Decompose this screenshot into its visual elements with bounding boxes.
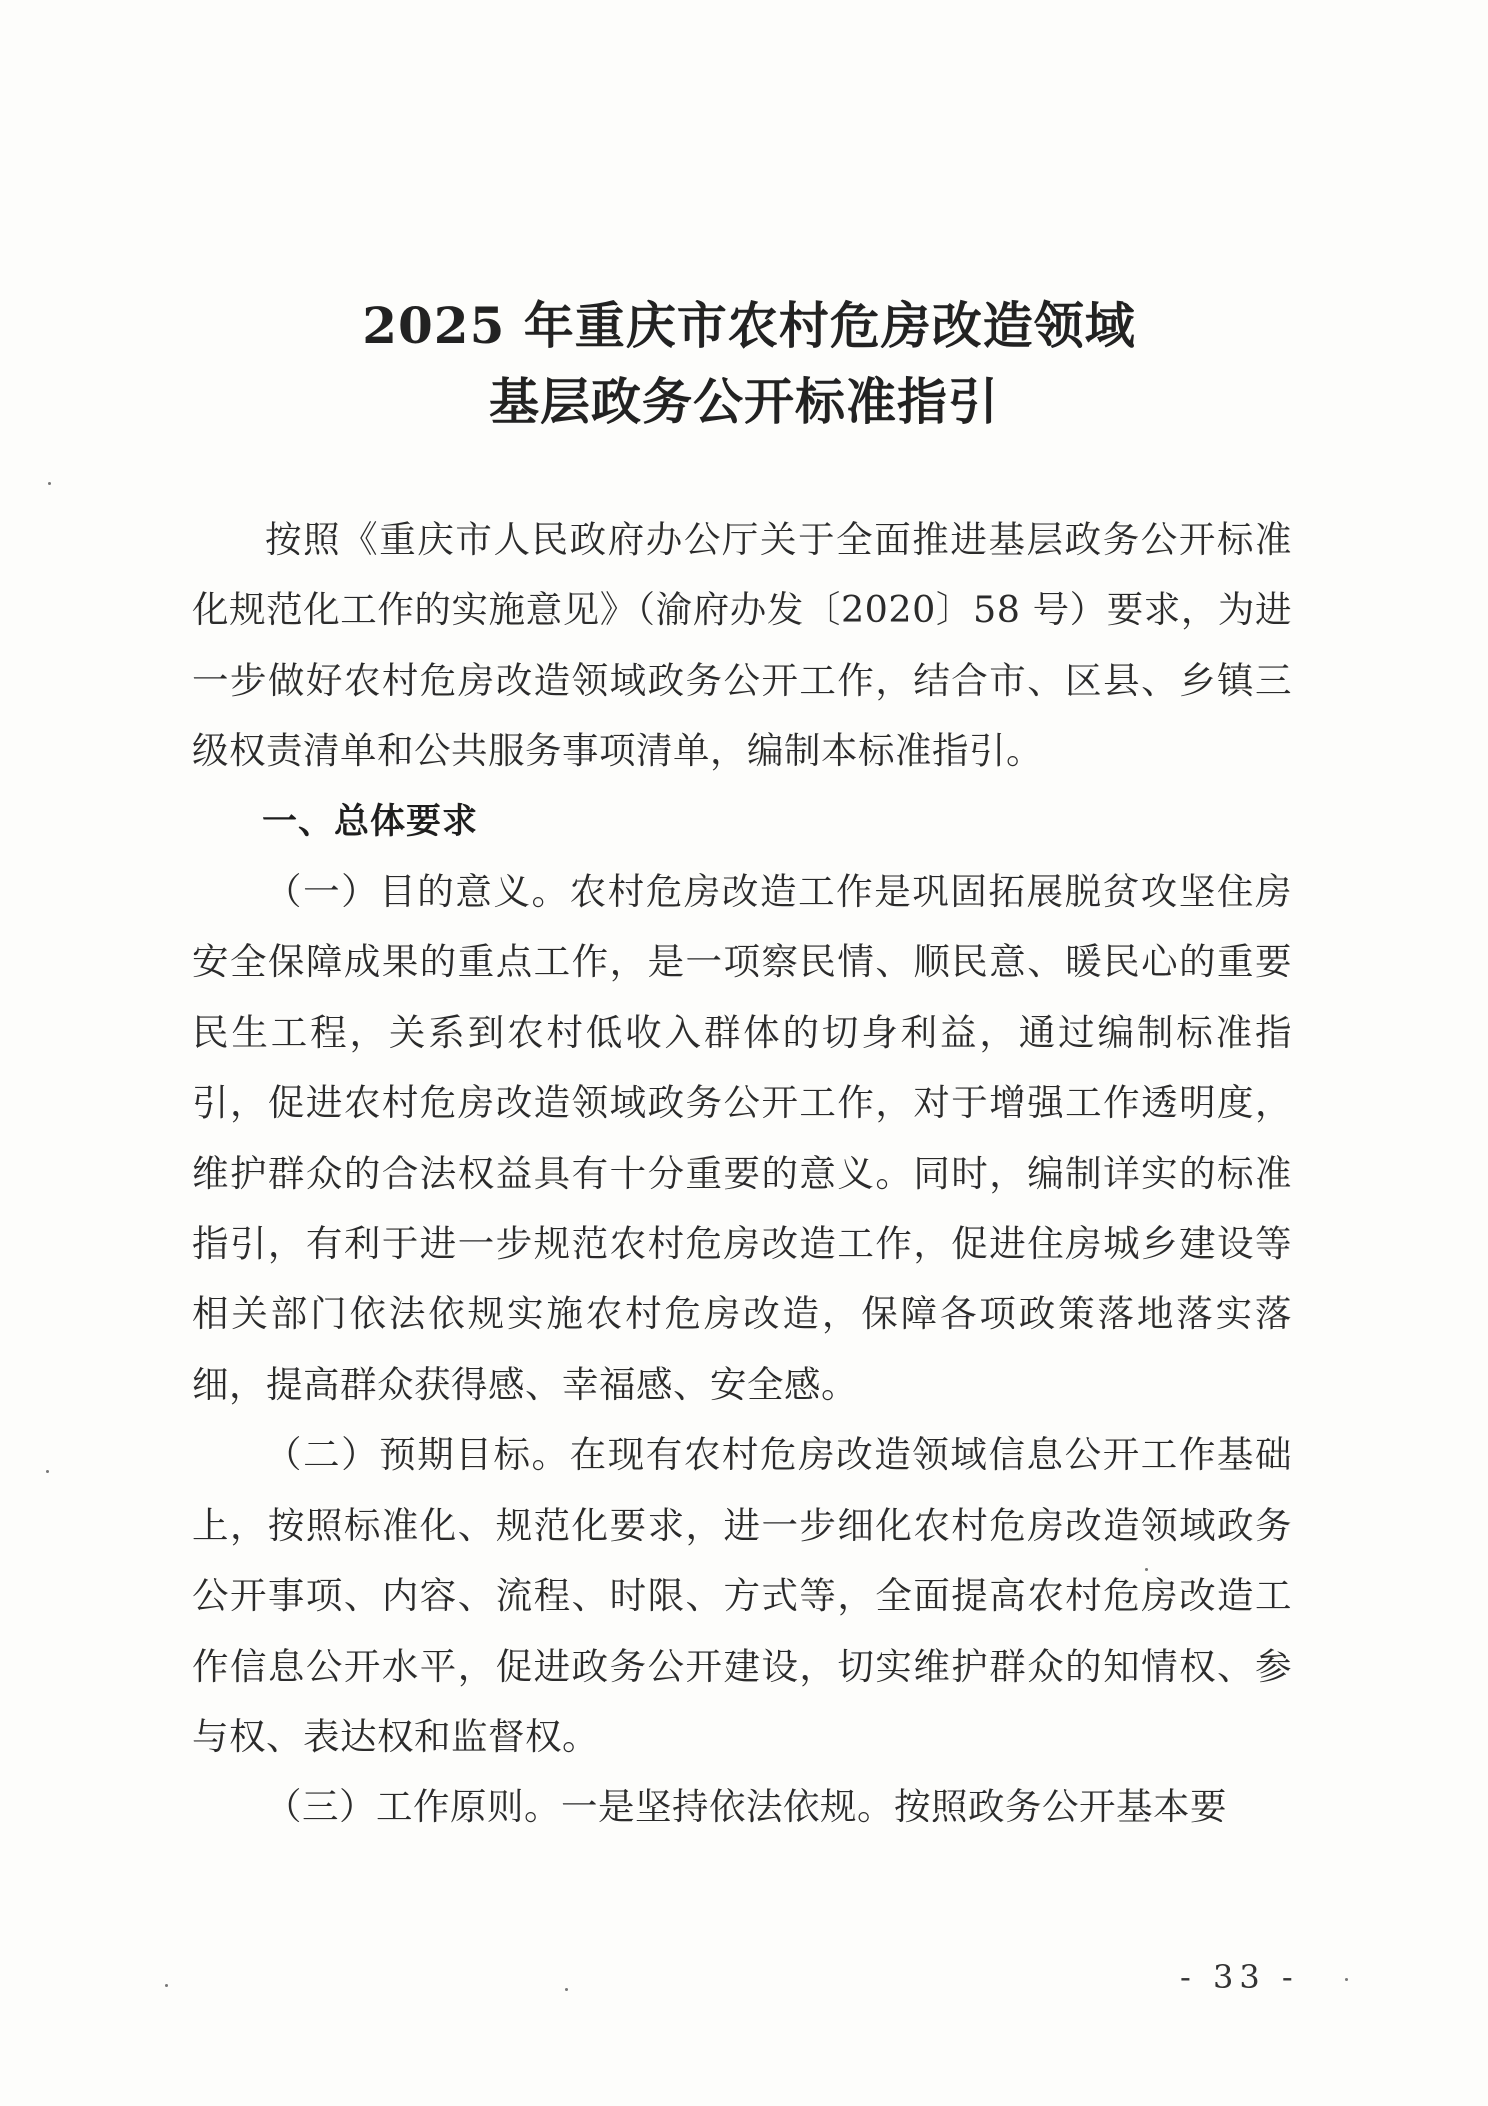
page-number: - 33 - [1180,1958,1299,1996]
title-line-2: 基层政务公开标准指引 [489,372,999,431]
intro-paragraph: 按照《重庆市人民政府办公厅关于全面推进基层政务公开标准化规范化工作的实施意见》（渝府办发〔2020〕58 号）要求，为进一步做好农村危房改造领域政务公开工作，结合市、区县、乡镇三级权责清单和公共服务事项清单，编制本标准指引。 [192,518,1292,773]
document-title [0,288,1488,440]
paragraph-principles: （三）工作原则。一是坚持依法依规。按照政务公开基本要 [265,1785,1227,1829]
document-body [192,505,1292,1843]
section-heading: 一、总体要求 [262,801,479,842]
scan-speck [46,1470,49,1473]
scan-speck [565,1988,568,1991]
scan-speck [1345,1978,1348,1981]
scan-speck [1145,1568,1148,1571]
paragraph-goals: （二）预期目标。在现有农村危房改造领域信息公开工作基础上，按照标准化、规范化要求，进一步细化农村危房改造领域政务公开事项、内容、流程、时限、方式等，全面提高农村危房改造工作信息公开水平，促进政务公开建设，切实维护群众的知情权、参与权、表达权和监督权。 [192,1433,1292,1758]
scan-speck [48,482,51,485]
title-line-1: 2025 年重庆市农村危房改造领域 [362,296,1136,355]
scan-speck [165,1984,168,1987]
paragraph-purpose: （一）目的意义。农村危房改造工作是巩固拓展脱贫攻坚住房安全保障成果的重点工作，是一项察民情、顺民意、暖民心的重要民生工程，关系到农村低收入群体的切身利益，通过编制标准指引，促进农村危房改造领域政务公开工作，对于增强工作透明度，维护群众的合法权益具有十分重要的意义。同时，编制详实的标准指引，有利于进一步规范农村危房改造工作，促进住房城乡建设等相关部门依法依规实施农村危房改造，保障各项政策落地落实落细，提高群众获得感、幸福感、安全感。 [192,870,1292,1406]
